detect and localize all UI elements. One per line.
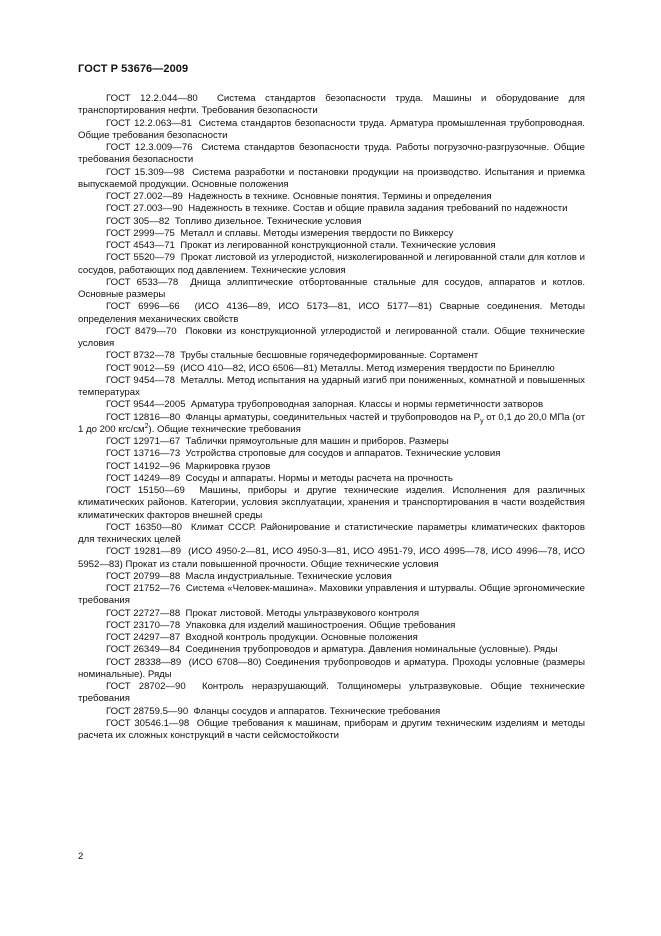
reference-code: ГОСТ 305—82 [106,215,170,227]
reference-title: Контроль неразрушающий. Толщиномеры ультразвуковые. Общие технические требования [78,681,585,705]
reference-entry [78,216,585,228]
reference-title: Таблички прямоугольные для машин и приборов. Размеры [185,436,449,447]
reference-code: ГОСТ 27.002—89 [106,191,183,202]
reference-entry [78,485,585,522]
reference-entry [78,522,585,547]
reference-entry [78,326,585,351]
reference-title: (ИСО 410—82, ИСО 6506—81) Металлы. Метод измерения твердости по Бринеллю [180,362,555,374]
reference-title-part: ). Общие технические требования [148,423,301,435]
reference-code: ГОСТ 22727—88 [106,607,181,619]
reference-entry [78,620,585,632]
normative-references-list [78,93,585,742]
reference-entry [78,436,585,448]
reference-code: ГОСТ 6996—66 [106,301,180,313]
reference-entry [78,681,585,706]
reference-entry [78,706,585,718]
reference-code: ГОСТ 13716—73 [106,448,181,460]
reference-title: Трубы стальные бесшовные горячедеформированные. Сортамент [180,350,479,362]
reference-title: (ИСО 6708—80) Соединения трубопроводов и арматура. Проходы условные (размеры номинальные). Ряды [78,656,585,680]
reference-title: (ИСО 4136—89, ИСО 5173—81, ИСО 5177—81) Сварные соединения. Методы определения механических свойств [78,301,585,325]
reference-code: ГОСТ 14192—96 [106,460,181,472]
reference-entry [78,644,585,656]
reference-code: ГОСТ 4543—71 [106,240,175,251]
reference-entry [78,718,585,743]
reference-entry [78,375,585,400]
reference-title: Фланцы сосудов и аппаратов. Технические требования [193,705,441,717]
reference-title: Устройства строповые для сосудов и аппаратов. Технические условия [185,448,501,460]
reference-title: Маркировка грузов [185,460,271,472]
reference-entry [78,461,585,473]
reference-code: ГОСТ 24297—87 [106,632,181,643]
reference-title: Металл и сплавы. Методы измерения твердости по Виккерсу [180,227,454,239]
reference-title: Машины, приборы и другие технические изделия. Исполнения для различных климатических районов. Категории, условия эксплуатации, хранения и транспортирования в части воздействия климатических факторов внешней среды [78,485,585,521]
reference-code: ГОСТ 12.2.044—80 [106,93,198,104]
reference-entry [78,118,585,143]
reference-title: Система разработки и постановки продукции на производство. Испытания и приемка выпускаемой продукции. Основные положения [78,166,585,190]
reference-title-part: от 0,1 до 20,0 МПа (от 1 до 200 кгс/см [78,411,585,435]
reference-entry [78,473,585,485]
reference-entry [78,167,585,192]
reference-code: ГОСТ 20799—88 [106,570,181,582]
reference-title: Днища эллиптические отбортованные стальные для сосудов, аппаратов и котлов. Основные размеры [78,276,585,300]
superscript: 2 [144,422,149,430]
reference-code: ГОСТ 16350—80 [106,521,182,533]
reference-entry [78,583,585,608]
reference-code: ГОСТ 26349—84 [106,644,181,656]
reference-entry [78,240,585,252]
subscript: у [480,417,484,425]
reference-code: ГОСТ 27.003—90 [106,203,183,215]
reference-code: ГОСТ 15150—69 [106,485,185,496]
reference-entry [78,142,585,167]
reference-code: ГОСТ 21752—76 [106,583,181,594]
reference-title: Система «Человек-машина». Маховики управления и штурвалы. Общие эргономические требования [78,583,585,607]
reference-code: ГОСТ 5520—79 [106,252,176,264]
reference-entry [78,228,585,240]
reference-code: ГОСТ 6533—78 [106,276,179,288]
reference-title: Климат СССР. Районирование и статистические параметры климатических факторов для технических целей [78,521,585,545]
reference-entry [78,93,585,118]
reference-code: ГОСТ 15.309—98 [106,166,185,178]
reference-title: Прокат листовой. Методы ультразвукового контроля [185,607,420,619]
reference-title: Поковки из конструкционной углеродистой и легированной стали. Общие технические условия [78,325,585,349]
reference-title: Прокат из легированной конструкционной стали. Технические условия [180,240,496,251]
reference-title-part: Фланцы арматуры, соединительных частей и трубопроводов на Р [185,411,481,423]
reference-code: ГОСТ 8732—78 [106,350,175,362]
reference-title: Металлы. Метод испытания на ударный изгиб при пониженных, комнатной и повышенных температурах [78,374,585,398]
reference-title: Система стандартов безопасности труда. Машины и оборудование для транспортирования нефти. Требования безопасности [78,93,585,117]
reference-entry [78,448,585,460]
reference-code: ГОСТ 9454—78 [106,374,175,386]
reference-entry [78,571,585,583]
reference-title: Соединения трубопроводов и арматура. Давления номинальные (условные). Ряды [185,644,558,656]
reference-code: ГОСТ 28702—90 [106,681,186,692]
reference-title: Система стандартов безопасности труда. Арматура промышленная трубопроводная. Общие требования безопасности [78,117,585,141]
reference-title: Система стандартов безопасности труда. Работы погрузочно-разгрузочные. Общие требования безопасности [78,142,585,166]
reference-entry [78,657,585,682]
reference-entry [78,546,585,571]
reference-title: Масла индустриальные. Технические условия [185,570,392,582]
reference-code: ГОСТ 19281—89 [106,546,182,558]
reference-code: ГОСТ 23170—78 [106,619,181,631]
reference-code: ГОСТ 30546.1—98 [106,717,190,729]
reference-code: ГОСТ 2999—75 [106,227,175,239]
reference-entry [78,301,585,326]
reference-entry [78,350,585,362]
reference-entry [78,191,585,203]
reference-code: ГОСТ 12.2.063—81 [106,117,192,129]
reference-title: Арматура трубопроводная запорная. Классы и нормы герметичности затворов [190,399,544,411]
reference-code: ГОСТ 14249—89 [106,472,181,484]
reference-title: Надежность в технике. Состав и общие правила задания требований по надежности [188,203,568,215]
reference-code: ГОСТ 28338—89 [106,656,182,668]
reference-entry [78,363,585,375]
reference-code: ГОСТ 9012—59 [106,362,175,374]
reference-code: ГОСТ 12816—80 [106,411,181,423]
page-number: 2 [78,851,84,862]
reference-code: ГОСТ 8479—70 [106,325,177,337]
reference-code: ГОСТ 12971—67 [106,436,181,447]
reference-entry [78,399,585,411]
reference-code: ГОСТ 28759.5—90 [106,705,189,717]
reference-title: (ИСО 4950-2—81, ИСО 4950-3—81, ИСО 4951-79, ИСО 4995—78, ИСО 4996—78, ИСО 5952—83) Прокат из стали повышенной прочности. Общие технические условия [78,546,585,570]
reference-title: Сосуды и аппараты. Нормы и методы расчета на прочность [185,472,453,484]
reference-title: Входной контроль продукции. Основные положения [185,632,418,643]
reference-code: ГОСТ 12.3.009—76 [106,142,193,153]
reference-entry [78,412,585,437]
reference-entry [78,608,585,620]
reference-title: Топливо дизельное. Технические условия [174,215,362,227]
reference-entry [78,203,585,215]
reference-code: ГОСТ 9544—2005 [106,399,186,411]
reference-entry [78,252,585,277]
reference-title: Прокат листовой из углеродистой, низколегированной и легированной стали для котлов и сосудов, работающих под давлением. Технические условия [78,252,585,276]
reference-title: Упаковка для изделий машиностроения. Общие требования [185,619,456,631]
document-header: ГОСТ Р 53676—2009 [78,63,189,75]
reference-entry [78,277,585,302]
reference-entry [78,632,585,644]
reference-title: Общие требования к машинам, приборам и другим техническим изделиям и методы расчета их сложных конструкций в части сейсмостойкости [78,717,585,741]
reference-title: Надежность в технике. Основные понятия. Термины и определения [188,191,492,202]
